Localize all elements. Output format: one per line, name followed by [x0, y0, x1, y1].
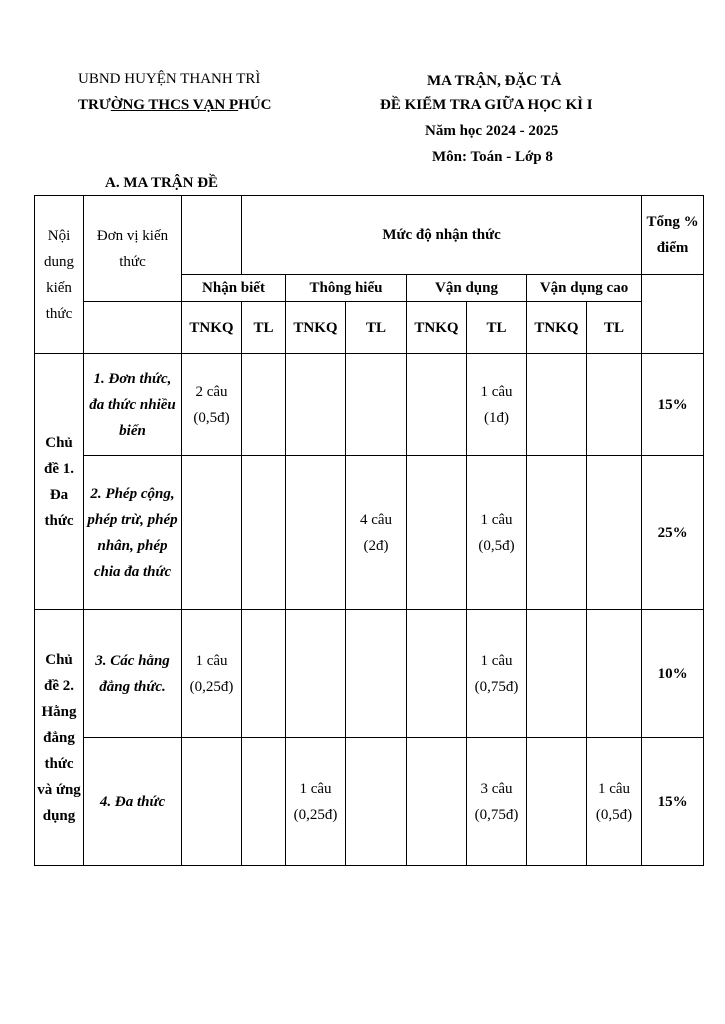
cell [346, 610, 407, 738]
cell [346, 738, 407, 866]
matrix-table [34, 195, 704, 866]
cell [242, 456, 286, 610]
cell [527, 456, 587, 610]
topic-2: Chủ đề 2. Hằng đẳng thức và ứng dụng [35, 610, 84, 866]
row-total: 15% [642, 354, 704, 456]
cell-nb-tnkq: 1 câu (0,25đ) [182, 610, 242, 738]
cell [182, 738, 242, 866]
school-name-text: TRƯỜNG THCS VẠN PHÚC [78, 97, 272, 113]
table-row [35, 354, 704, 456]
cell [587, 610, 642, 738]
level-thong-hieu: Thông hiểu [286, 275, 407, 302]
cell [286, 354, 346, 456]
sub-tl-th: TL [346, 302, 407, 354]
unit-1: 1. Đơn thức, đa thức nhiều biến [84, 354, 182, 456]
header-tong: Tổng % điểm [642, 196, 704, 275]
cell-vd-tl: 1 câu (0,75đ) [467, 610, 527, 738]
cell [242, 610, 286, 738]
school-district: UBND HUYỆN THANH TRÌ [78, 71, 261, 87]
cell-th-tl: 4 câu (2đ) [346, 456, 407, 610]
sub-tnkq-vdc: TNKQ [527, 302, 587, 354]
cell [242, 354, 286, 456]
level-nhan-biet: Nhận biết [182, 275, 286, 302]
table-row [35, 738, 704, 866]
cell [527, 354, 587, 456]
row-total: 15% [642, 738, 704, 866]
sub-header-blank [84, 302, 182, 354]
sub-tnkq-nb: TNKQ [182, 302, 242, 354]
cell [587, 354, 642, 456]
cell [286, 456, 346, 610]
unit-4: 4. Đa thức [84, 738, 182, 866]
cell-nb-tnkq: 2 câu (0,5đ) [182, 354, 242, 456]
cell [346, 354, 407, 456]
header-blank [182, 196, 242, 275]
cell [407, 738, 467, 866]
cell [587, 456, 642, 610]
cell [407, 354, 467, 456]
cell [182, 456, 242, 610]
sub-tl-vdc: TL [587, 302, 642, 354]
cell [407, 456, 467, 610]
subject: Môn: Toán - Lớp 8 [432, 149, 553, 165]
cell [527, 738, 587, 866]
sub-tl-nb: TL [242, 302, 286, 354]
section-title: A. MA TRẬN ĐỀ [105, 175, 219, 191]
school-year: Năm học 2024 - 2025 [425, 123, 559, 139]
unit-3: 3. Các hằng đẳng thức. [84, 610, 182, 738]
cell-vdc-tl: 1 câu (0,5đ) [587, 738, 642, 866]
header-mucdo: Mức độ nhận thức [242, 196, 642, 275]
header-tong-blank [642, 275, 704, 354]
row-total: 25% [642, 456, 704, 610]
sub-tnkq-th: TNKQ [286, 302, 346, 354]
cell-vd-tl: 1 câu (1đ) [467, 354, 527, 456]
doc-subtitle: ĐỀ KIỂM TRA GIỮA HỌC KÌ I [380, 97, 593, 113]
cell [286, 610, 346, 738]
level-van-dung-cao: Vận dụng cao [527, 275, 642, 302]
level-van-dung: Vận dụng [407, 275, 527, 302]
school-name [78, 96, 272, 114]
cell [527, 610, 587, 738]
header-donvi: Đơn vị kiến thức [84, 196, 182, 302]
cell-th-tnkq: 1 câu (0,25đ) [286, 738, 346, 866]
sub-tnkq-vd: TNKQ [407, 302, 467, 354]
row-total: 10% [642, 610, 704, 738]
cell [407, 610, 467, 738]
unit-2: 2. Phép cộng, phép trừ, phép nhân, phép chia đa thức [84, 456, 182, 610]
table-row [35, 456, 704, 610]
cell-vd-tl: 1 câu (0,5đ) [467, 456, 527, 610]
sub-tl-vd: TL [467, 302, 527, 354]
cell [242, 738, 286, 866]
topic-1: Chủ đề 1. Đa thức [35, 354, 84, 610]
cell-vd-tl: 3 câu (0,75đ) [467, 738, 527, 866]
table-row [35, 610, 704, 738]
header-noidung: Nội dung kiến thức [35, 196, 84, 354]
doc-title: MA TRẬN, ĐẶC TẢ [427, 73, 562, 89]
